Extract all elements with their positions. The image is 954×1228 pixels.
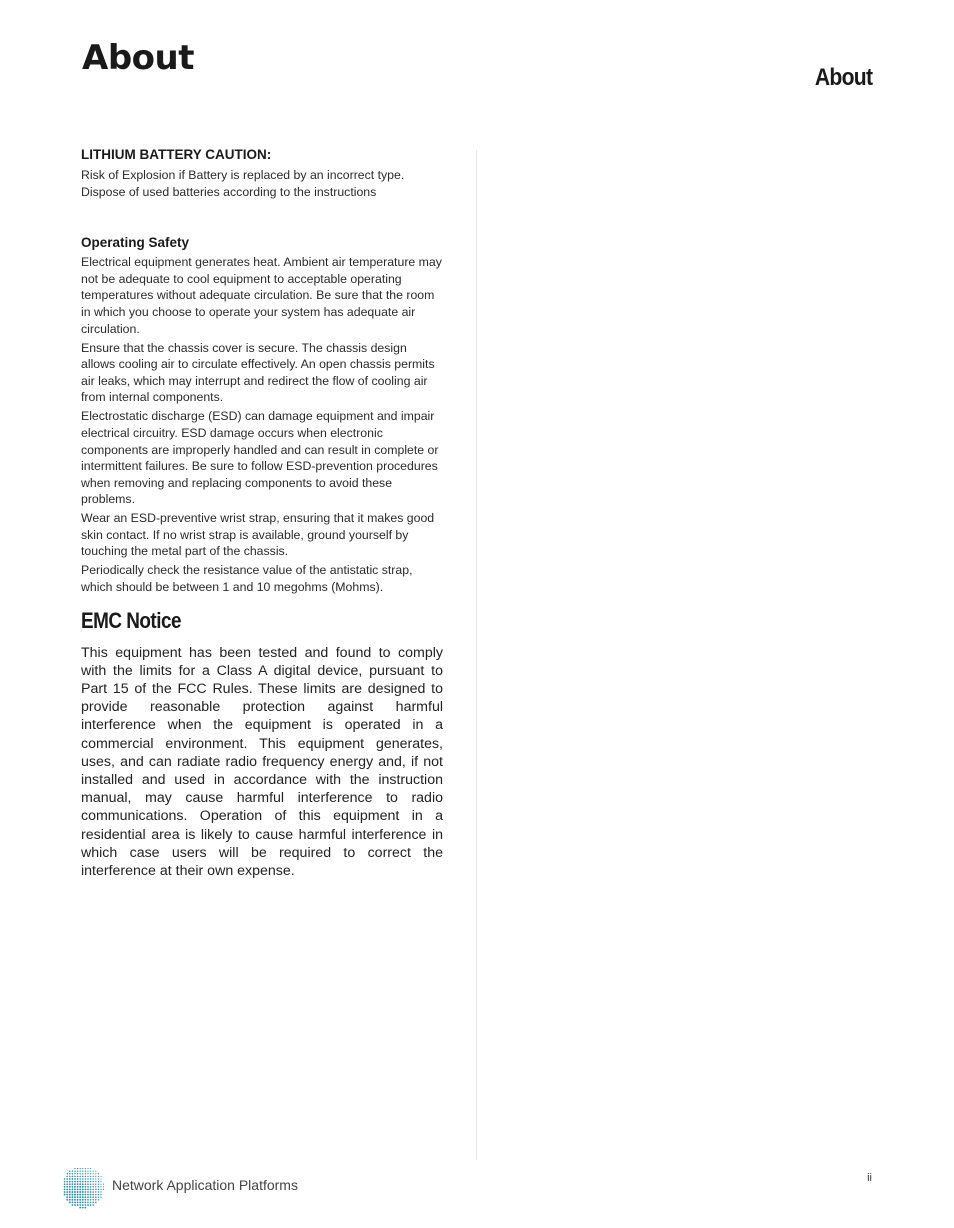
- logo-dot: [64, 1189, 66, 1191]
- logo-dot: [69, 1176, 71, 1178]
- logo-dot: [90, 1194, 92, 1196]
- logo-dot: [90, 1171, 91, 1172]
- logo-dot: [66, 1173, 68, 1175]
- logo-dot: [100, 1191, 101, 1192]
- logo-dot: [74, 1188, 76, 1190]
- footer-company-text: Network Application Platforms: [112, 1177, 298, 1193]
- safety-paragraph: Periodically check the resistance value of the antistatic strap, which should be between 1 and 10 megohms (Mohms).: [81, 563, 413, 595]
- logo-dot: [92, 1199, 94, 1201]
- logo-dot: [87, 1168, 88, 1169]
- logo-dot: [98, 1191, 99, 1192]
- logo-dot: [74, 1168, 75, 1169]
- battery-caution-body: [81, 167, 443, 200]
- logo-dot: [85, 1199, 87, 1201]
- logo-dot: [77, 1188, 79, 1190]
- logo-dot: [69, 1194, 71, 1196]
- logo-dot: [82, 1188, 84, 1190]
- logo-dot: [72, 1170, 73, 1171]
- logo-dot: [64, 1181, 66, 1183]
- logo-dot: [82, 1176, 83, 1177]
- logo-dot: [103, 1189, 104, 1190]
- logo-dot: [87, 1194, 89, 1196]
- logo-dot: [66, 1183, 68, 1185]
- logo-dot: [100, 1186, 101, 1187]
- logo-dot: [90, 1173, 91, 1174]
- logo-dot: [87, 1183, 89, 1185]
- logo-dot: [87, 1196, 89, 1198]
- logo-dot: [92, 1186, 93, 1187]
- logo-dot: [87, 1204, 89, 1206]
- logo-dot: [82, 1186, 84, 1188]
- logo-dot: [71, 1199, 73, 1201]
- logo-dot: [79, 1178, 81, 1180]
- logo-dot: [72, 1178, 74, 1180]
- logo-dot: [95, 1176, 96, 1177]
- logo-dot: [79, 1188, 81, 1190]
- logo-dot: [87, 1199, 89, 1201]
- logo-dot: [74, 1191, 76, 1193]
- logo-dot: [64, 1186, 66, 1188]
- logo-dot: [90, 1168, 91, 1169]
- logo-dot: [79, 1199, 81, 1201]
- logo-dot: [66, 1199, 68, 1201]
- logo-dot: [74, 1173, 75, 1174]
- logo-dot: [77, 1183, 79, 1185]
- logo-dot: [100, 1184, 101, 1185]
- logo-dot: [95, 1202, 97, 1204]
- logo-dot: [85, 1207, 87, 1209]
- logo-dot: [100, 1197, 101, 1198]
- logo-dot: [98, 1181, 99, 1182]
- logo-dot: [71, 1186, 73, 1188]
- safety-paragraph: Ensure that the chassis cover is secure. The chassis design allows cooling air to circulate effectively. An open chassis permits air leaks, which may interrupt and redirect the flow of cooling air from internal components.: [81, 340, 435, 405]
- logo-dot: [77, 1176, 79, 1178]
- logo-dot: [77, 1186, 79, 1188]
- logo-dot: [100, 1178, 101, 1179]
- operating-safety-heading: Operating Safety: [81, 235, 190, 251]
- logo-dot: [79, 1196, 81, 1198]
- logo-dot: [77, 1199, 79, 1201]
- logo-dot: [95, 1196, 97, 1198]
- logo-dot: [95, 1186, 96, 1187]
- logo-dot: [98, 1173, 99, 1174]
- logo-dot: [85, 1202, 87, 1204]
- logo-dot: [66, 1196, 68, 1198]
- logo-dot: [98, 1194, 99, 1195]
- logo-dot: [92, 1189, 94, 1191]
- logo-dot: [82, 1196, 84, 1198]
- logo-dot: [74, 1178, 76, 1180]
- logo-dot: [95, 1199, 97, 1201]
- logo-dot: [103, 1184, 104, 1185]
- logo-dot: [103, 1186, 104, 1187]
- logo-dot: [79, 1176, 81, 1178]
- logo-dot: [69, 1196, 71, 1198]
- logo-dot: [95, 1178, 96, 1179]
- logo-dot: [66, 1191, 68, 1193]
- logo-dot: [100, 1194, 101, 1195]
- logo-dot: [77, 1171, 78, 1172]
- logo-dot: [90, 1202, 92, 1204]
- logo-dot: [82, 1173, 83, 1174]
- safety-paragraph: Electrical equipment generates heat. Ambient air temperature may not be adequate to cool equipment to acceptable operating temperatures without adequate circulation. Be sure that the room in which you choose to operate your system has adequate air circulation.: [81, 255, 442, 336]
- logo-dot: [90, 1183, 92, 1185]
- logo-dot: [77, 1196, 79, 1198]
- logo-dot: [69, 1170, 70, 1171]
- logo-dot: [85, 1186, 87, 1188]
- safety-paragraph: Electrostatic discharge (ESD) can damage equipment and impair electrical circuitry. ESD damage occurs when electronic components are improperly handled and can result in complete or intermittent failures. Be sure to follow ESD-prevention procedures when removing and replacing components to avoid these problems.: [81, 409, 439, 507]
- logo-dot: [95, 1191, 96, 1192]
- logo-dot: [85, 1196, 87, 1198]
- logo-dot: [98, 1176, 99, 1177]
- logo-dot: [66, 1176, 68, 1178]
- logo-dot: [90, 1186, 92, 1188]
- logo-dot: [77, 1201, 79, 1203]
- logo-dot: [93, 1181, 94, 1182]
- logo-dot: [82, 1168, 83, 1169]
- logo-dot: [87, 1171, 88, 1172]
- logo-dot: [85, 1173, 86, 1174]
- logo-dot: [80, 1171, 81, 1172]
- logo-dot: [69, 1201, 71, 1203]
- logo-dot: [87, 1202, 89, 1204]
- logo-dot: [90, 1181, 91, 1182]
- logo-dot: [77, 1181, 79, 1183]
- logo-dot: [69, 1186, 71, 1188]
- logo-dot: [79, 1183, 81, 1185]
- logo-dot: [90, 1196, 92, 1198]
- logo-dot: [82, 1201, 84, 1203]
- logo-dot: [82, 1191, 84, 1193]
- logo-dot: [85, 1171, 86, 1172]
- logo-dot: [72, 1173, 74, 1175]
- logo-dot: [100, 1189, 101, 1190]
- logo-dot: [93, 1173, 94, 1174]
- logo-dot: [87, 1173, 88, 1174]
- logo-dot: [71, 1191, 73, 1193]
- logo-dot: [95, 1181, 96, 1182]
- logo-dot: [74, 1201, 76, 1203]
- logo-dot: [79, 1186, 81, 1188]
- logo-dot: [87, 1191, 89, 1193]
- logo-dot: [71, 1196, 73, 1198]
- logo-dot: [74, 1176, 76, 1178]
- logo-dot: [64, 1183, 66, 1185]
- logo-dot: [85, 1176, 86, 1177]
- logo-dot: [90, 1191, 92, 1193]
- logo-dot: [85, 1183, 87, 1185]
- logo-dot: [64, 1178, 66, 1180]
- logo-dot: [80, 1168, 81, 1169]
- logo-dot: [69, 1178, 71, 1180]
- logo-dot: [82, 1183, 84, 1185]
- logo-dot: [90, 1189, 92, 1191]
- logo-dot: [87, 1178, 88, 1179]
- logo-dot: [92, 1196, 94, 1198]
- logo-dot: [74, 1186, 76, 1188]
- logo-dot: [92, 1202, 94, 1204]
- logo-dot: [66, 1188, 68, 1190]
- logo-dot: [82, 1199, 84, 1201]
- logo-dot: [93, 1171, 94, 1172]
- logo-dot: [90, 1178, 91, 1179]
- logo-dot: [98, 1178, 99, 1179]
- logo-dot: [69, 1181, 71, 1183]
- logo-dot: [77, 1168, 78, 1169]
- logo-dot: [77, 1191, 79, 1193]
- logo-dot: [72, 1181, 74, 1183]
- battery-caution-heading: LITHIUM BATTERY CAUTION:: [81, 147, 272, 162]
- logo-dot: [92, 1204, 94, 1206]
- logo-dot: [74, 1171, 75, 1172]
- logo-dot: [85, 1178, 87, 1180]
- logo-dot: [95, 1171, 96, 1172]
- logo-dot: [66, 1181, 68, 1183]
- logo-dot: [85, 1168, 86, 1169]
- logo-dot: [64, 1194, 66, 1196]
- logo-dot: [98, 1184, 99, 1185]
- logo-dot: [79, 1194, 81, 1196]
- logo-dot: [95, 1194, 97, 1196]
- logo-dot: [93, 1178, 94, 1179]
- logo-dot: [74, 1199, 76, 1201]
- logo-dot: [72, 1176, 74, 1178]
- logo-dot: [79, 1204, 81, 1206]
- logo-dot: [74, 1196, 76, 1198]
- logo-dot: [87, 1186, 89, 1188]
- logo-dot: [95, 1173, 96, 1174]
- left-column: [81, 146, 443, 880]
- logo-dot: [74, 1194, 76, 1196]
- page-number: ii: [867, 1172, 872, 1184]
- logo-dot: [71, 1188, 73, 1190]
- logo-dot: [98, 1186, 99, 1187]
- logo-dot: [90, 1176, 91, 1177]
- logo-dot: [90, 1199, 92, 1201]
- logo-dot: [90, 1204, 92, 1206]
- logo-dot: [87, 1181, 89, 1183]
- logo-dot: [64, 1191, 66, 1193]
- logo-dot: [79, 1207, 81, 1209]
- logo-dot: [74, 1204, 76, 1206]
- logo-dot: [74, 1181, 76, 1183]
- logo-dot: [85, 1204, 87, 1206]
- logo-dot: [69, 1173, 71, 1175]
- battery-caution-line: Risk of Explosion if Battery is replaced by an incorrect type.: [81, 168, 405, 182]
- logo-dot: [69, 1183, 71, 1185]
- logo-dot: [79, 1173, 80, 1174]
- logo-dot: [69, 1188, 71, 1190]
- logo-dot: [82, 1207, 84, 1209]
- logo-dot: [98, 1199, 99, 1200]
- logo-dot: [71, 1204, 73, 1206]
- safety-paragraph: Wear an ESD-preventive wrist strap, ensuring that it makes good skin contact. If no wrist strap is available, ground yourself by touching the metal part of the chassis.: [81, 511, 435, 559]
- logo-dot: [93, 1176, 94, 1177]
- logo-dot: [85, 1194, 87, 1196]
- logo-dot: [82, 1181, 84, 1183]
- emc-notice-body: This equipment has been tested and found to comply with the limits for a Class A digital device, pursuant to Part 15 of the FCC Rules. These limits are designed to provide reasonable protection against harmful interference when the equipment is operated in a commercial environment. This equipment generates, uses, and can radiate radio frequency energy and, if not installed and used in accordance with the instruction manual, may cause harmful interference to radio communications. Operation of this equipment in a residential area is likely to cause harmful interference in which case users will be required to correct the interference at their own expense.: [81, 644, 443, 880]
- logo-dot: [66, 1178, 68, 1180]
- logo-dot: [79, 1181, 81, 1183]
- emc-notice-heading: EMC Notice: [81, 607, 181, 633]
- logo-dot: [74, 1183, 76, 1185]
- logo-dot: [87, 1189, 89, 1191]
- logo-dot: [79, 1201, 81, 1203]
- logo-dot: [82, 1171, 83, 1172]
- logo-dot: [95, 1189, 96, 1190]
- logo-dot: [92, 1194, 94, 1196]
- logo-dot: [69, 1191, 71, 1193]
- column-divider: [476, 150, 477, 1160]
- logo-dot: [66, 1194, 68, 1196]
- running-header: About: [814, 64, 872, 91]
- logo-dot: [77, 1178, 79, 1180]
- logo-dot: [71, 1194, 73, 1196]
- logo-dot: [79, 1191, 81, 1193]
- battery-caution-line: Dispose of used batteries according to the instructions: [81, 184, 377, 199]
- logo-dot: [66, 1186, 68, 1188]
- logo-dot: [87, 1176, 88, 1177]
- logo-dot: [92, 1183, 93, 1184]
- logo-dot: [82, 1204, 84, 1206]
- logo-dot: [85, 1181, 87, 1183]
- logo-dot: [77, 1194, 79, 1196]
- logo-dot: [98, 1196, 99, 1197]
- logo-dot: [71, 1201, 73, 1203]
- logo-dot: [100, 1181, 101, 1182]
- logo-dot: [84, 1191, 86, 1193]
- logo-dot: [95, 1184, 96, 1185]
- logo-dot: [92, 1191, 94, 1193]
- logo-dot: [69, 1199, 71, 1201]
- logo-dot: [77, 1204, 79, 1206]
- page-title: About: [82, 38, 194, 78]
- logo-dot: [72, 1183, 74, 1185]
- logo-dot: [98, 1189, 99, 1190]
- logo-dot: [85, 1189, 87, 1191]
- logo-dot: [100, 1176, 101, 1177]
- logo-dot: [82, 1178, 84, 1180]
- logo-dot: [82, 1194, 84, 1196]
- logo-dot: [77, 1173, 78, 1174]
- dotted-globe-logo-icon: [60, 1164, 106, 1210]
